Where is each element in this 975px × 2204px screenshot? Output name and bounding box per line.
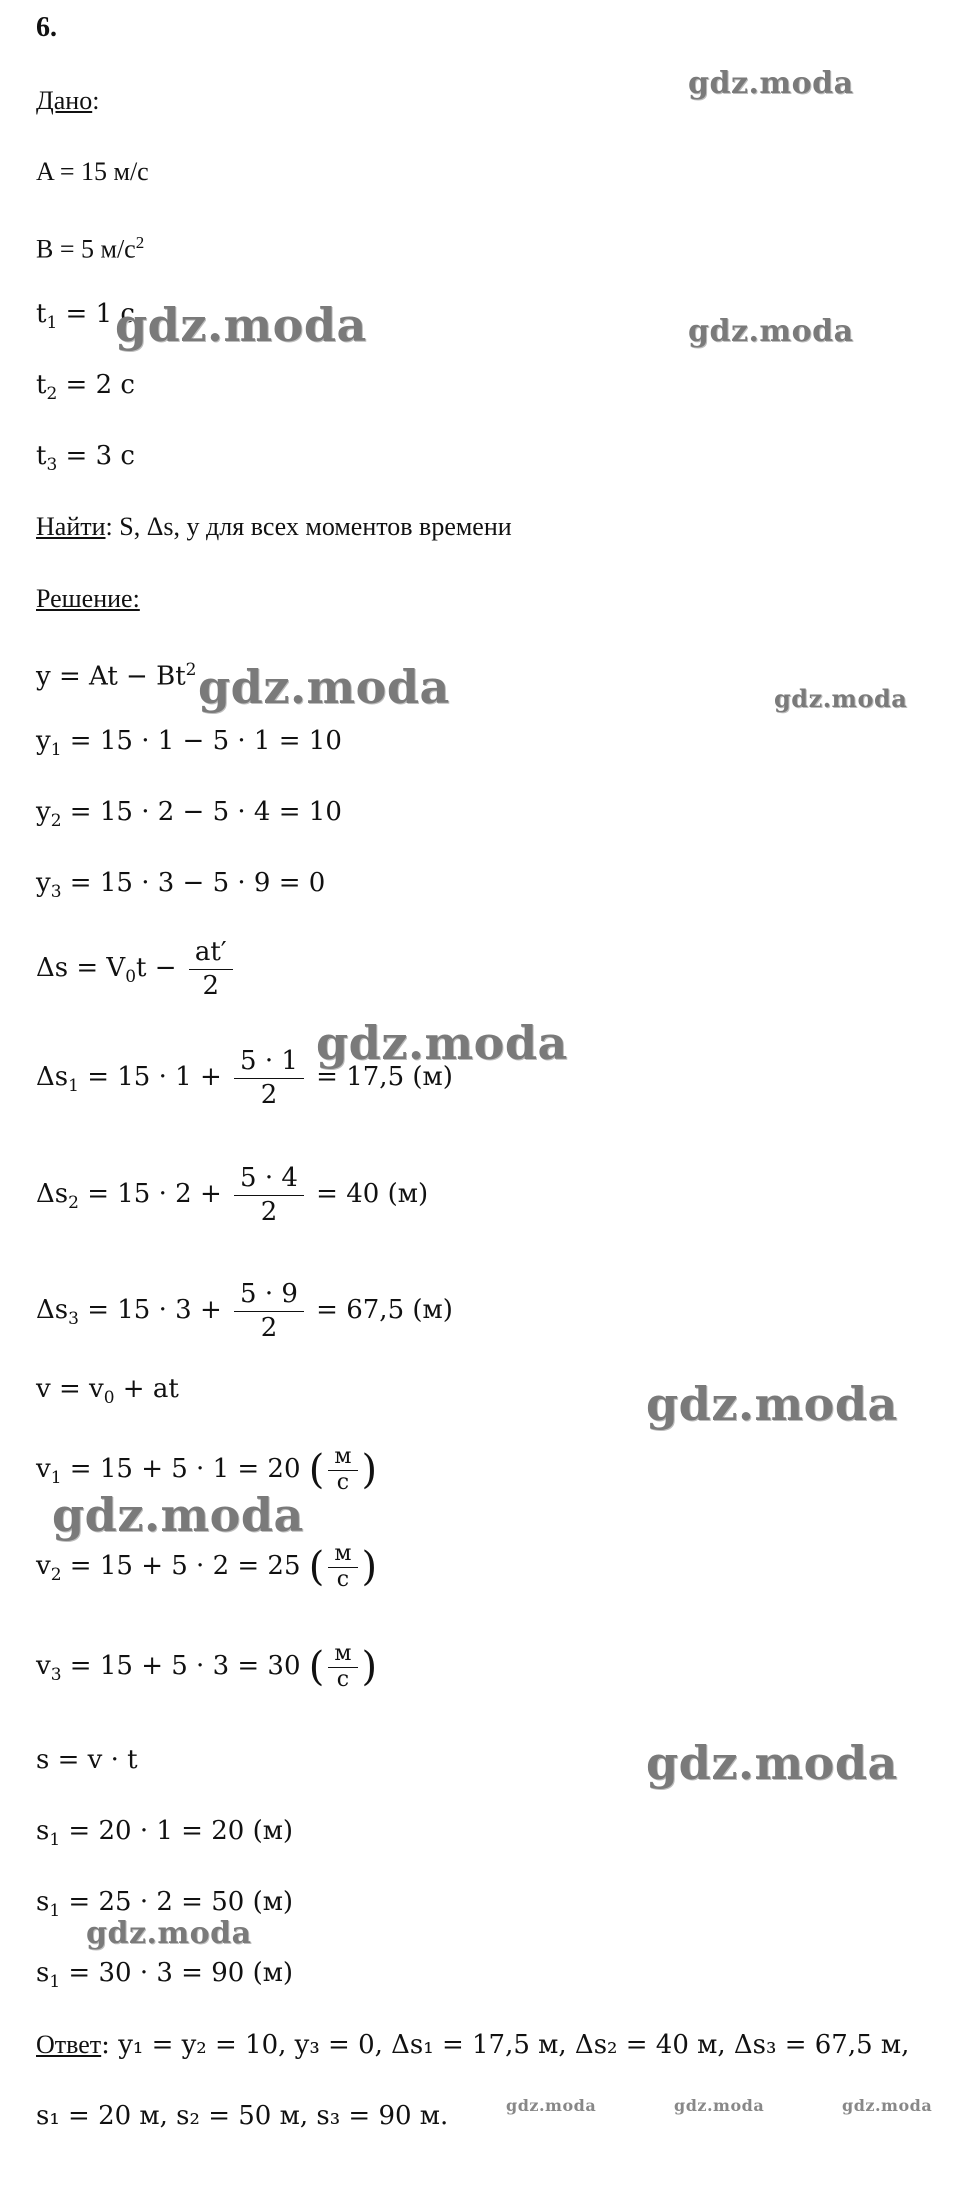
watermark: gdz.moda (115, 298, 367, 352)
watermark: gdz.moda (774, 684, 908, 713)
s3-sub: 1 (49, 1972, 61, 1993)
y-formula-sup: 2 (185, 660, 197, 680)
v3-sub: 3 (50, 1665, 62, 1686)
v3-calc: = 15 + 5 · 3 = 30 (61, 1651, 301, 1681)
v2-unit-den: с (336, 1567, 350, 1592)
given-t1-var: t (36, 299, 47, 329)
given-t1-value: = 1 с (57, 299, 135, 329)
watermark: gdz.moda (674, 2096, 765, 2115)
given-t2-sub: 2 (46, 384, 58, 405)
given-b (36, 226, 144, 267)
s-formula: s = v · t (36, 1745, 138, 1775)
ds2-num: 5 · 4 (234, 1162, 304, 1196)
given-t3-var: t (36, 441, 47, 471)
v3-paren-open: ( (308, 1644, 325, 1690)
s2-calc: = 25 · 2 = 50 (м) (60, 1887, 294, 1917)
s1-calc: = 20 · 1 = 20 (м) (60, 1816, 294, 1846)
given-label: Дано (36, 86, 93, 115)
v1-sub: 1 (50, 1468, 62, 1489)
ds-formula-num: at′ (189, 936, 233, 970)
ds3-fraction (234, 1278, 304, 1344)
v1-unit-den: с (336, 1470, 350, 1495)
ds1-num: 5 · 1 (234, 1045, 304, 1079)
ds2-fraction (234, 1162, 304, 1228)
answer-line-1 (36, 2028, 909, 2062)
solution-heading (36, 582, 140, 616)
ds3-num: 5 · 9 (234, 1278, 304, 1312)
s2-sub: 1 (49, 1901, 61, 1922)
given-t2-value: = 2 с (57, 370, 135, 400)
given-a: A = 15 м/с (36, 157, 149, 186)
answer-text-1: : y₁ = y₂ = 10, y₃ = 0, Δs₁ = 17,5 м, Δs₂ = 40 м, Δs₃ = 67,5 м, (101, 2030, 910, 2060)
ds2-mid: = 15 · 2 + (78, 1179, 222, 1209)
ds2-den: 2 (260, 1197, 278, 1227)
watermark: gdz.moda (52, 1488, 304, 1542)
ds1-sub: 1 (68, 1076, 79, 1097)
ds1-fraction (234, 1045, 304, 1111)
ds-formula-pre: Δs = V (36, 953, 126, 983)
ds2-sub: 2 (68, 1193, 79, 1214)
watermark: gdz.moda (506, 2096, 597, 2115)
v1-paren-close: ) (361, 1447, 378, 1493)
ds2-pre: Δs (36, 1179, 69, 1209)
v-formula (36, 1372, 179, 1415)
y-formula (36, 653, 196, 694)
s3-line: $s_1 = 30 \cdot 3 = 90$ (м) (36, 1958, 294, 1993)
v2-paren-open: ( (308, 1544, 325, 1590)
given-colon: : (92, 86, 100, 115)
v-formula-pre: v = v (36, 1374, 104, 1404)
y-formula-text: y = At − Bt (36, 661, 186, 692)
watermark: gdz.moda (688, 314, 854, 349)
given-t3-sub: 3 (46, 455, 58, 476)
v2-sub: 2 (50, 1565, 62, 1586)
ds3-result: = 67,5 (м) (316, 1295, 453, 1325)
find-label: Найти (36, 512, 106, 541)
v1-paren-open: ( (308, 1447, 325, 1493)
s3-calc: = 30 · 3 = 90 (м) (60, 1958, 294, 1988)
ds1-result: = 17,5 (м) (316, 1062, 453, 1092)
ds-formula-sub: 0 (125, 967, 137, 988)
y2-sub: 2 (50, 811, 62, 832)
ds1-mid: = 15 · 1 + (78, 1062, 222, 1092)
ds3-mid: = 15 · 3 + (78, 1295, 222, 1325)
v2-calc: = 15 + 5 · 2 = 25 (61, 1551, 301, 1581)
ds1-pre: Δs (36, 1062, 69, 1092)
watermark: gdz.moda (646, 1736, 898, 1790)
task-number: 6. (36, 12, 57, 43)
y1-sub: 1 (50, 740, 62, 761)
y1-line: $y_1 = 15 \cdot 1 - 5 \cdot 1 = 10$ (36, 726, 342, 761)
find-line (36, 510, 512, 544)
v2-paren-close: ) (361, 1544, 378, 1590)
given-t3-value: = 3 с (57, 441, 135, 471)
ds3-den: 2 (260, 1313, 278, 1343)
watermark: gdz.moda (198, 660, 450, 714)
y3-sub: 3 (50, 882, 62, 903)
watermark: gdz.moda (842, 2096, 933, 2115)
y2-line: $y_2 = 15 \cdot 2 - 5 \cdot 4 = 10$ (36, 797, 342, 832)
given-b-text: B = 5 м/с (36, 234, 136, 264)
y3-line: $y_3 = 15 \cdot 3 - 5 \cdot 9 = 0$ (36, 868, 326, 903)
watermark: gdz.moda (646, 1377, 898, 1431)
ds-formula-den: 2 (202, 971, 220, 1001)
v1-line: $v_1 = 15 + 5 \cdot 1 = 20$ ( $\frac{м}{с}$ ) (36, 1444, 378, 1495)
watermark: gdz.moda (86, 1916, 252, 1951)
v3-paren-close: ) (361, 1644, 378, 1690)
ds2-result: = 40 (м) (316, 1179, 429, 1209)
given-t1-sub: 1 (46, 313, 58, 334)
given-t3 (36, 439, 135, 482)
v3-unit (328, 1642, 357, 1692)
ds-formula (36, 936, 237, 1002)
ds3-line (36, 1278, 453, 1344)
v3-unit-num: м (328, 1642, 357, 1668)
y1-calc: = 15 · 1 − 5 · 1 = 10 (61, 726, 342, 756)
given-t2 (36, 368, 135, 411)
ds2-line (36, 1162, 428, 1228)
v1-unit-num: м (328, 1445, 357, 1471)
s2-line: $s_1 = 25 \cdot 2 = 50$ (м) (36, 1887, 294, 1922)
ds-formula-fraction (189, 936, 233, 1002)
v2-line: $v_2 = 15 + 5 \cdot 2 = 25$ ( $\frac{м}{с}$ ) (36, 1541, 378, 1592)
s1-sub: 1 (49, 1830, 61, 1851)
given-heading (36, 84, 99, 118)
v-formula-sub: 0 (103, 1388, 115, 1409)
watermark: gdz.moda (688, 66, 854, 101)
v1-calc: = 15 + 5 · 1 = 20 (61, 1454, 301, 1484)
y3-calc: = 15 · 3 − 5 · 9 = 0 (61, 868, 326, 898)
y2-calc: = 15 · 2 − 5 · 4 = 10 (61, 797, 342, 827)
given-t2-var: t (36, 370, 47, 400)
find-text: : S, Δs, y для всех моментов времени (105, 512, 512, 541)
ds1-den: 2 (260, 1080, 278, 1110)
v-formula-post: + at (114, 1374, 179, 1404)
watermark: gdz.moda (316, 1016, 568, 1070)
v1-unit (328, 1445, 357, 1495)
answer-label: Ответ (36, 2030, 102, 2059)
v3-unit-den: с (336, 1667, 350, 1692)
v3-line: $v_3 = 15 + 5 \cdot 3 = 30$ ( $\frac{м}{с}$ ) (36, 1641, 378, 1692)
solution-label: Решение: (36, 584, 140, 613)
given-b-sup: 2 (135, 233, 145, 252)
v2-unit (328, 1542, 357, 1592)
ds-formula-mid: t − (136, 953, 177, 983)
ds3-sub: 3 (68, 1309, 79, 1330)
s1-line: $s_1 = 20 \cdot 1 = 20$ (м) (36, 1816, 294, 1851)
ds3-pre: Δs (36, 1295, 69, 1325)
answer-line-2: s₁ = 20 м, s₂ = 50 м, s₃ = 90 м. (36, 2101, 449, 2131)
v2-unit-num: м (328, 1542, 357, 1568)
